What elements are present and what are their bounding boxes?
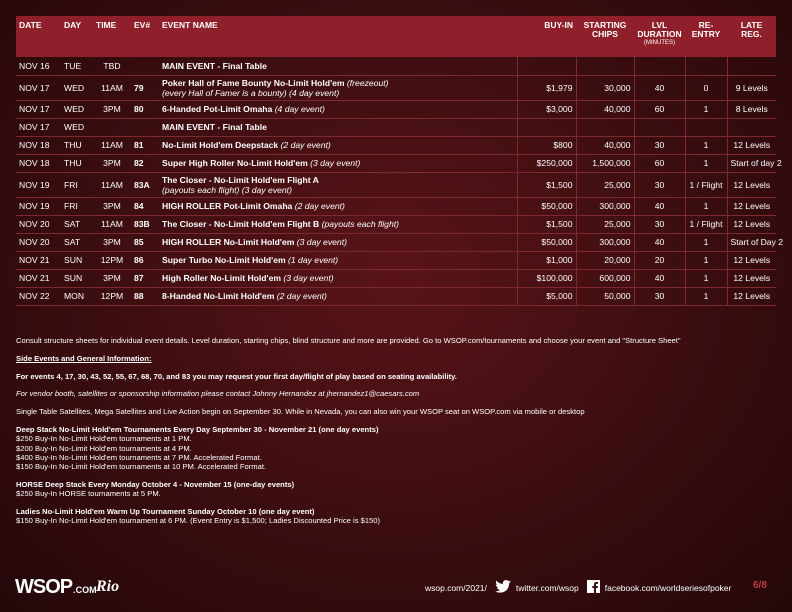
cell-event-name <box>159 172 517 197</box>
cell-late: 8 Levels <box>727 100 776 118</box>
cell-event-name <box>159 100 517 118</box>
header-lvl-line2: DURATION <box>637 29 682 39</box>
event-note: (payouts each flight) <box>321 219 399 229</box>
cell-buyin: $1,979 <box>517 75 576 100</box>
event-note-secondary: (every Hall of Famer is a bounty) (4 day event) <box>162 87 340 98</box>
cell-time: 12PM <box>93 251 131 269</box>
cell-day: SUN <box>61 269 93 287</box>
cell-time: 11AM <box>93 215 131 233</box>
cell-time: 3PM <box>93 154 131 172</box>
table-row <box>16 197 776 215</box>
cell-late: Start of day 2 <box>727 154 776 172</box>
event-title: HIGH ROLLER No-Limit Hold'em <box>162 237 295 247</box>
cell-late: 12 Levels <box>727 251 776 269</box>
cell-ev: 83B <box>131 215 159 233</box>
cell-time: 3PM <box>93 100 131 118</box>
event-title: Super Turbo No-Limit Hold'em <box>162 255 286 265</box>
footer-links <box>425 580 739 595</box>
footer <box>0 568 792 604</box>
cell-chips: 1,500,000 <box>576 154 634 172</box>
side-events-title: Side Events and General Information: <box>16 353 152 363</box>
cell-late: 12 Levels <box>727 269 776 287</box>
cell-chips: 25,000 <box>576 215 634 233</box>
cell-chips <box>576 118 634 136</box>
cell-day: WED <box>61 118 93 136</box>
cell-day: SUN <box>61 251 93 269</box>
cell-lvl: 30 <box>634 215 685 233</box>
cell-time: 11AM <box>93 136 131 154</box>
wsop-url-link[interactable]: wsop.com/2021/ <box>425 582 487 593</box>
event-title: Super High Roller No-Limit Hold'em <box>162 158 308 168</box>
cell-lvl: 20 <box>634 251 685 269</box>
cell-day: THU <box>61 154 93 172</box>
cell-reentry: 1 <box>685 154 727 172</box>
cell-buyin: $5,000 <box>517 287 576 305</box>
cell-reentry: 1 <box>685 197 727 215</box>
table-row <box>16 136 776 154</box>
cell-event-name <box>159 118 517 136</box>
header-reentry: RE-ENTRY <box>685 16 727 57</box>
event-note: (3 day event) <box>296 237 347 247</box>
cell-ev <box>131 57 159 75</box>
schedule-table <box>16 16 784 306</box>
table-body <box>16 57 784 305</box>
cell-lvl: 40 <box>634 197 685 215</box>
twitter-link[interactable]: twitter.com/wsop <box>515 582 579 593</box>
cell-ev: 88 <box>131 287 159 305</box>
cell-reentry: 1 <box>685 233 727 251</box>
cell-buyin: $1,500 <box>517 215 576 233</box>
cell-lvl: 60 <box>634 154 685 172</box>
vendor-note: For vendor booth, satellites or sponsorship information please contact Johnny Hernandez at jhernandez1@caesars.com <box>16 389 420 399</box>
cell-lvl: 30 <box>634 172 685 197</box>
cell-date: NOV 19 <box>16 197 61 215</box>
header-late-line2: REG. <box>741 29 762 39</box>
rio-logo: Rio <box>96 578 120 595</box>
cell-reentry <box>685 57 727 75</box>
deep-line: $250 Buy-In No-Limit Hold'em tournaments at 1 PM. <box>16 434 192 444</box>
cell-ev: 87 <box>131 269 159 287</box>
cell-late <box>727 118 776 136</box>
cell-lvl: 30 <box>634 287 685 305</box>
ladies-title: Ladies No-Limit Hold'em Warm Up Tournament Sunday October 10 (one day event) <box>16 507 315 517</box>
cell-reentry: 1 <box>685 100 727 118</box>
cell-day: THU <box>61 136 93 154</box>
consult-note: Consult structure sheets for individual event details. Level duration, starting chips, blind structure and more are provided. Go to WSOP.com/tournaments and choose your event and "Structure Sheet" <box>16 336 681 345</box>
header-lvl <box>634 16 685 57</box>
header-chips-line2: CHIPS <box>592 29 618 39</box>
horse-block <box>16 480 776 499</box>
ladies-block <box>16 507 776 526</box>
cell-time: 12PM <box>93 287 131 305</box>
cell-chips: 40,000 <box>576 100 634 118</box>
cell-date: NOV 21 <box>16 251 61 269</box>
wsop-logo-text: WSOP <box>15 576 73 598</box>
cell-ev: 84 <box>131 197 159 215</box>
cell-event-name <box>159 251 517 269</box>
cell-date: NOV 20 <box>16 233 61 251</box>
cell-reentry <box>685 118 727 136</box>
table-row <box>16 57 776 75</box>
cell-lvl <box>634 57 685 75</box>
cell-chips: 40,000 <box>576 136 634 154</box>
table-row <box>16 287 776 305</box>
header-day: DAY <box>61 16 93 57</box>
event-note: (3 day event) <box>310 158 361 168</box>
event-title: Poker Hall of Fame Bounty No-Limit Hold'em <box>162 77 345 88</box>
deep-line: $200 Buy-In No-Limit Hold'em tournaments at 4 PM. <box>16 443 192 453</box>
event-title: No-Limit Hold'em Deepstack <box>162 140 279 150</box>
header-lvl-line3: (MINUTES) <box>644 40 675 46</box>
table-row <box>16 118 776 136</box>
event-title: The Closer - No-Limit Hold'em Flight A <box>162 174 319 185</box>
ladies-line: $150 Buy-In No-Limit Hold'em tournament at 6 PM. (Event Entry is $1,500; Ladies Discounted Price is $150) <box>16 516 381 526</box>
event-title: MAIN EVENT - Final Table <box>162 60 267 71</box>
cell-reentry: 1 <box>685 251 727 269</box>
table-row <box>16 251 776 269</box>
cell-buyin: $250,000 <box>517 154 576 172</box>
cell-time: TBD <box>93 57 131 75</box>
header-chips-line1: STARTING <box>583 20 627 30</box>
schedule-table-wrap <box>16 16 784 306</box>
cell-ev <box>131 118 159 136</box>
header-date: DATE <box>16 16 61 57</box>
event-title: MAIN EVENT - Final Table <box>162 122 267 132</box>
cell-day: SAT <box>61 215 93 233</box>
cell-late <box>727 57 776 75</box>
wsop-logo <box>15 576 97 599</box>
cell-event-name <box>159 57 517 75</box>
cell-time <box>93 118 131 136</box>
cell-date: NOV 21 <box>16 269 61 287</box>
event-title: High Roller No-Limit Hold'em <box>162 273 282 283</box>
cell-chips: 600,000 <box>576 269 634 287</box>
cell-reentry: 0 <box>685 75 727 100</box>
cell-reentry: 1 <box>685 269 727 287</box>
event-note-secondary: (payouts each flight) (3 day event) <box>162 184 292 195</box>
event-note: (freezeout) <box>346 77 389 88</box>
deep-line: $150 Buy-In No-Limit Hold'em tournaments at 10 PM. Accelerated Format. <box>16 462 267 472</box>
cell-late: 12 Levels <box>727 136 776 154</box>
cell-late: 12 Levels <box>727 197 776 215</box>
cell-event-name <box>159 197 517 215</box>
cell-buyin: $50,000 <box>517 233 576 251</box>
cell-late: 12 Levels <box>727 215 776 233</box>
deep-stack-title: Deep Stack No-Limit Hold'em Tournaments Every Day September 30 - November 21 (one day events) <box>16 424 379 434</box>
cell-buyin: $100,000 <box>517 269 576 287</box>
event-title: The Closer - No-Limit Hold'em Flight B <box>162 219 320 229</box>
cell-date: NOV 17 <box>16 118 61 136</box>
cell-ev: 80 <box>131 100 159 118</box>
event-title: 8-Handed No-Limit Hold'em <box>162 291 275 301</box>
table-row <box>16 154 776 172</box>
cell-day: MON <box>61 287 93 305</box>
cell-date: NOV 22 <box>16 287 61 305</box>
header-buyin: BUY-IN <box>517 16 576 57</box>
cell-late: 12 Levels <box>727 287 776 305</box>
event-title: HIGH ROLLER Pot-Limit Omaha <box>162 201 293 211</box>
cell-chips: 300,000 <box>576 233 634 251</box>
cell-chips <box>576 57 634 75</box>
cell-time: 3PM <box>93 269 131 287</box>
table-row <box>16 100 776 118</box>
header-chips <box>576 16 634 57</box>
table-header-row <box>16 16 776 57</box>
cell-buyin <box>517 118 576 136</box>
cell-chips: 20,000 <box>576 251 634 269</box>
facebook-link[interactable]: facebook.com/worldseriesofpoker <box>604 582 732 593</box>
cell-time: 3PM <box>93 197 131 215</box>
cell-time: 11AM <box>93 172 131 197</box>
header-event-name: EVENT NAME <box>159 16 517 57</box>
single-table-note: Single Table Satellites, Mega Satellites and Live Action begin on September 30. While in Nevada, you can also win your WSOP seat on WSOP.com via mobile or desktop <box>16 407 585 417</box>
header-ev: EV# <box>131 16 159 57</box>
cell-event-name <box>159 269 517 287</box>
events-line: For events 4, 17, 30, 43, 52, 55, 67, 68, 70, and 83 you may request your first day/flight of play based on seating availability. <box>16 371 457 381</box>
cell-day: SAT <box>61 233 93 251</box>
cell-ev: 86 <box>131 251 159 269</box>
cell-date: NOV 17 <box>16 100 61 118</box>
cell-event-name <box>159 287 517 305</box>
cell-buyin <box>517 57 576 75</box>
cell-day: WED <box>61 75 93 100</box>
horse-line: $250 Buy-In HORSE tournaments at 5 PM. <box>16 489 161 499</box>
page-number: 6/8 <box>753 580 767 591</box>
cell-day: WED <box>61 100 93 118</box>
cell-reentry: 1 / Flight <box>685 172 727 197</box>
cell-time: 3PM <box>93 233 131 251</box>
header-late <box>727 16 776 57</box>
cell-ev: 79 <box>131 75 159 100</box>
cell-day: TUE <box>61 57 93 75</box>
header-late-line1: LATE <box>740 20 763 30</box>
cell-event-name <box>159 233 517 251</box>
cell-date: NOV 18 <box>16 154 61 172</box>
cell-lvl: 40 <box>634 75 685 100</box>
event-note: (1 day event) <box>288 255 339 265</box>
event-note: (2 day event) <box>294 201 345 211</box>
table-row <box>16 172 776 197</box>
cell-ev: 81 <box>131 136 159 154</box>
notes-section <box>16 336 776 534</box>
cell-day: FRI <box>61 172 93 197</box>
table-row <box>16 75 776 100</box>
header-lvl-line1: LVL <box>651 20 668 30</box>
facebook-icon[interactable] <box>587 580 600 595</box>
cell-date: NOV 20 <box>16 215 61 233</box>
event-note: (3 day event) <box>283 273 334 283</box>
cell-event-name <box>159 215 517 233</box>
cell-ev: 85 <box>131 233 159 251</box>
cell-lvl: 40 <box>634 233 685 251</box>
cell-ev: 82 <box>131 154 159 172</box>
twitter-icon[interactable] <box>495 580 511 595</box>
cell-late: 12 Levels <box>727 172 776 197</box>
cell-reentry: 1 / Flight <box>685 215 727 233</box>
cell-time: 11AM <box>93 75 131 100</box>
cell-lvl: 40 <box>634 269 685 287</box>
cell-buyin: $1,000 <box>517 251 576 269</box>
table-row <box>16 269 776 287</box>
event-title: 6-Handed Pot-Limit Omaha <box>162 104 273 114</box>
header-time: TIME <box>93 16 131 57</box>
cell-ev: 83A <box>131 172 159 197</box>
cell-date: NOV 16 <box>16 57 61 75</box>
cell-reentry: 1 <box>685 287 727 305</box>
horse-title: HORSE Deep Stack Every Monday October 4 - November 15 (one-day events) <box>16 479 295 489</box>
event-note: (4 day event) <box>274 104 325 114</box>
cell-buyin: $1,500 <box>517 172 576 197</box>
cell-late: Start of Day 2 <box>727 233 776 251</box>
cell-chips: 25,000 <box>576 172 634 197</box>
cell-event-name <box>159 75 517 100</box>
wsop-logo-suffix: .COM <box>73 585 97 595</box>
cell-lvl <box>634 118 685 136</box>
cell-lvl: 30 <box>634 136 685 154</box>
cell-buyin: $3,000 <box>517 100 576 118</box>
cell-buyin: $50,000 <box>517 197 576 215</box>
cell-date: NOV 18 <box>16 136 61 154</box>
table-row <box>16 215 776 233</box>
deep-stack-block <box>16 425 776 471</box>
cell-lvl: 60 <box>634 100 685 118</box>
deep-line: $400 Buy-In No-Limit Hold'em tournaments at 7 PM. Accelerated Format. <box>16 452 262 462</box>
cell-date: NOV 17 <box>16 75 61 100</box>
cell-event-name <box>159 154 517 172</box>
event-note: (2 day event) <box>280 140 331 150</box>
table-row <box>16 233 776 251</box>
cell-chips: 300,000 <box>576 197 634 215</box>
cell-chips: 30,000 <box>576 75 634 100</box>
event-note: (2 day event) <box>276 291 327 301</box>
cell-date: NOV 19 <box>16 172 61 197</box>
cell-late: 9 Levels <box>727 75 776 100</box>
cell-day: FRI <box>61 197 93 215</box>
cell-buyin: $800 <box>517 136 576 154</box>
cell-event-name <box>159 136 517 154</box>
cell-reentry: 1 <box>685 136 727 154</box>
cell-chips: 50,000 <box>576 287 634 305</box>
